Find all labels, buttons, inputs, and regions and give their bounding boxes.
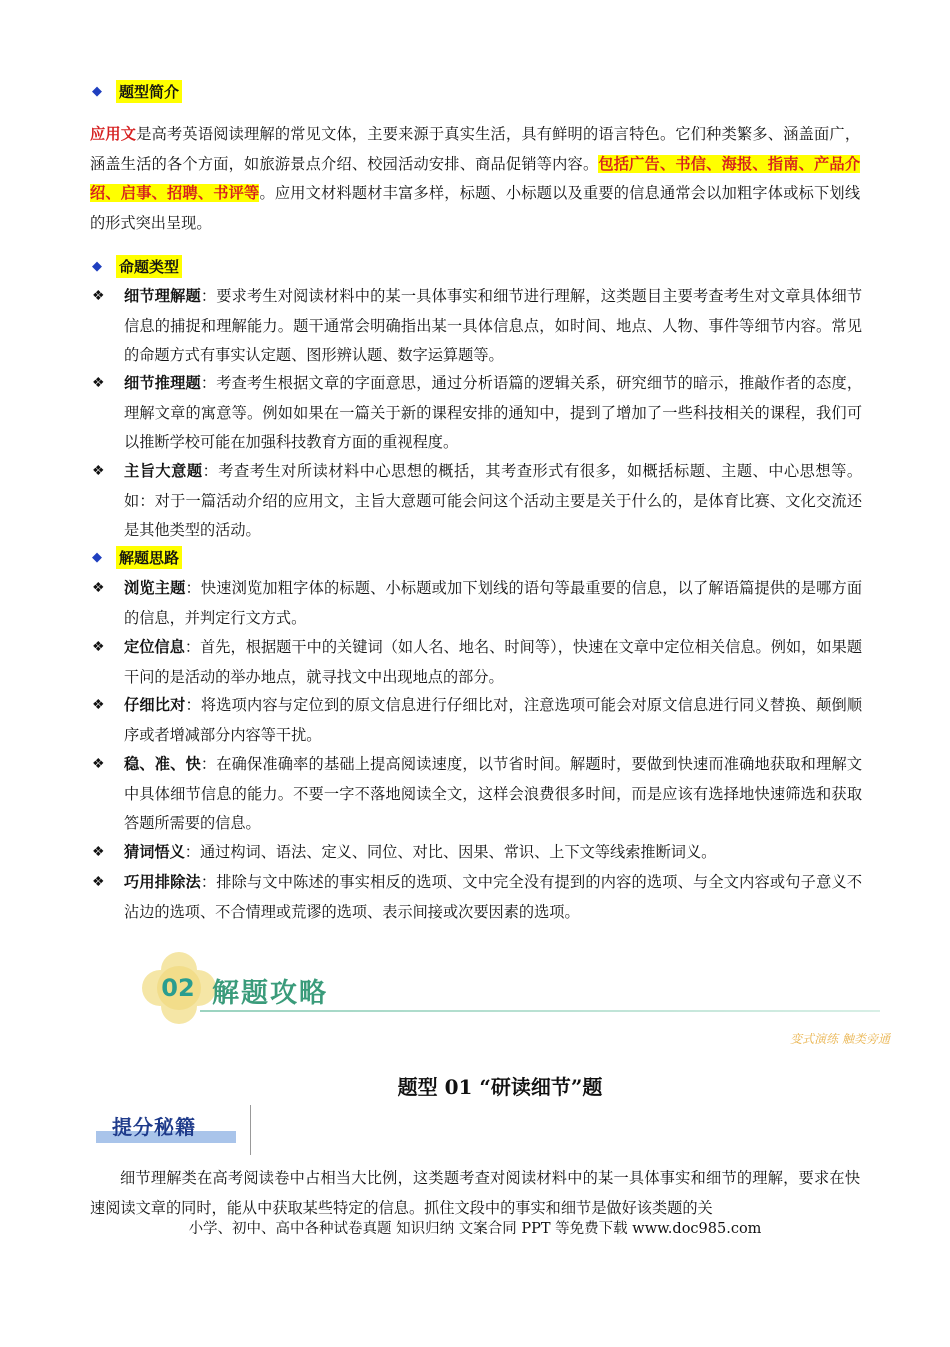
section-banner xyxy=(130,950,890,1046)
tip-badge-divider xyxy=(250,1105,251,1155)
question-type-item xyxy=(92,369,862,458)
item-term: 细节理解题 xyxy=(124,287,201,305)
item-term: 浏览主题 xyxy=(124,579,186,597)
item-desc: ：考查考生对所读材料中心思想的概括，其考查形式有很多，如概括标题、主题、中心思想等。如：对于一篇活动介绍的应用文，主旨大意题可能会问这个活动主要是关于什么的，是体育比赛、文化交流还是其他类型的活动。 xyxy=(124,462,863,539)
item-desc: ：要求考生对阅读材料中的某一具体事实和细节进行理解，这类题目主要考查考生对文章具体细节信息的捕捉和理解能力。题干通常会明确指出某一具体信息点，如时间、地点、人物、事件等细节内容。常见的命题方式有事实认定题、图形辨认题、数字运算题等。 xyxy=(124,287,863,364)
page-footer: 小学、初中、高中各种试卷真题 知识归纳 文案合同 PPT 等免费下载 www.doc985.com xyxy=(188,1221,762,1237)
item-desc: ：通过构词、语法、定义、同位、对比、因果、常识、上下文等线索推断词义。 xyxy=(184,843,717,861)
item-desc: ：首先，根据题干中的关键词（如人名、地名、时间等），快速在文章中定位相关信息。例如，如果题干问的是活动的举办地点，就寻找文中出现地点的部分。 xyxy=(124,638,863,686)
clover-bullet-icon: ❖ xyxy=(92,375,105,391)
banner-title: 解题攻略 xyxy=(212,978,328,1009)
section-heading-types xyxy=(92,255,182,277)
clover-bullet-icon: ❖ xyxy=(92,580,105,596)
tip-badge xyxy=(92,1105,252,1155)
item-desc: ：考查考生根据文章的字面意思，通过分析语篇的逻辑关系，研究细节的暗示，推敲作者的态度，理解文章的寓意等。例如如果在一篇关于新的课程安排的通知中，提到了增加了一些科技相关的课程，我们可以推断学校可能在加强科技教育方面的重视程度。 xyxy=(124,374,863,451)
strategy-item xyxy=(92,868,862,927)
item-desc: ：将选项内容与定位到的原文信息进行仔细比对，注意选项可能会对原文信息进行同义替换、颠倒顺序或者增减部分内容等干扰。 xyxy=(124,696,863,744)
section-heading-label: 解题思路 xyxy=(116,546,182,569)
clover-bullet-icon: ❖ xyxy=(92,697,105,713)
tip-badge-label: 提分秘籍 xyxy=(112,1115,196,1139)
clover-bullet-icon: ❖ xyxy=(92,756,105,772)
section-heading-strategy xyxy=(92,546,182,568)
strategy-item xyxy=(92,574,862,633)
item-term: 猜词悟义 xyxy=(124,843,185,861)
question-type-item xyxy=(92,282,862,371)
diamond-bullet-icon: ◆ xyxy=(92,83,102,99)
body-paragraph: 细节理解类在高考阅读卷中占相当大比例，这类题考查对阅读材料中的某一具体事实和细节的理解，要求在快速阅读文章的同时，能从中获取某些特定的信息。抓住文段中的事实和细节是做好该类题的关 xyxy=(90,1169,860,1217)
banner-subtitle: 变式演练 触类旁通 xyxy=(790,1032,890,1046)
item-term: 主旨大意题 xyxy=(124,462,203,480)
item-term: 巧用排除法 xyxy=(124,873,201,891)
section-heading-intro xyxy=(92,80,182,102)
intro-paragraph xyxy=(90,120,860,238)
intro-text-2: 。应用文材料题材丰富多样，标题、小标题以及重要的信息通常会以加粗字体或标下划线的形式突出呈现。 xyxy=(90,184,861,232)
question-type-item xyxy=(92,457,862,546)
clover-bullet-icon: ❖ xyxy=(92,463,105,479)
clover-bullet-icon: ❖ xyxy=(92,288,105,304)
intro-highlight: 包括广告、书信、海报、指南、产品介绍、启事、招聘、书评等 xyxy=(90,154,861,202)
item-term: 仔细比对 xyxy=(124,696,186,714)
diamond-bullet-icon: ◆ xyxy=(92,549,102,565)
diamond-bullet-icon: ◆ xyxy=(92,258,102,274)
strategy-item xyxy=(92,633,862,692)
clover-bullet-icon: ❖ xyxy=(92,844,105,860)
strategy-item xyxy=(92,838,862,868)
item-term: 细节推理题 xyxy=(124,374,201,392)
clover-bullet-icon: ❖ xyxy=(92,639,105,655)
section-heading-label: 题型简介 xyxy=(116,80,182,103)
item-term: 稳、准、快 xyxy=(124,755,201,773)
intro-text-1: 是高考英语阅读理解的常见文体，主要来源于真实生活，具有鲜明的语言特色。它们种类繁多、涵盖面广，涵盖生活的各个方面，如旅游景点介绍、校园活动安排、商品促销等内容。 xyxy=(90,125,861,173)
clover-bullet-icon: ❖ xyxy=(92,874,105,890)
strategy-item xyxy=(92,750,862,839)
section-heading-label: 命题类型 xyxy=(116,255,182,278)
strategy-item xyxy=(92,691,862,750)
item-desc: ：在确保准确率的基础上提高阅读速度，以节省时间。解题时，要做到快速而准确地获取和理解文中具体细节信息的能力。不要一字不落地阅读全文，这样会浪费很多时间，而是应该有选择地快速筛选和获取答题所需要的信息。 xyxy=(124,755,863,832)
item-desc: ：排除与文中陈述的事实相反的选项、文中完全没有提到的内容的选项、与全文内容或句子意义不沾边的选项、不合情理或荒谬的选项、表示间接或次要因素的选项。 xyxy=(124,873,863,921)
banner-number: 02 xyxy=(161,974,195,1002)
item-term: 定位信息 xyxy=(124,638,185,656)
item-desc: ：快速浏览加粗字体的标题、小标题或加下划线的语句等最重要的信息，以了解语篇提供的是哪方面的信息，并判定行文方式。 xyxy=(124,579,863,627)
intro-lead: 应用文 xyxy=(90,125,137,143)
banner-divider xyxy=(200,1010,880,1012)
question-type-title: 题型 01 “研读细节”题 xyxy=(397,1075,603,1099)
